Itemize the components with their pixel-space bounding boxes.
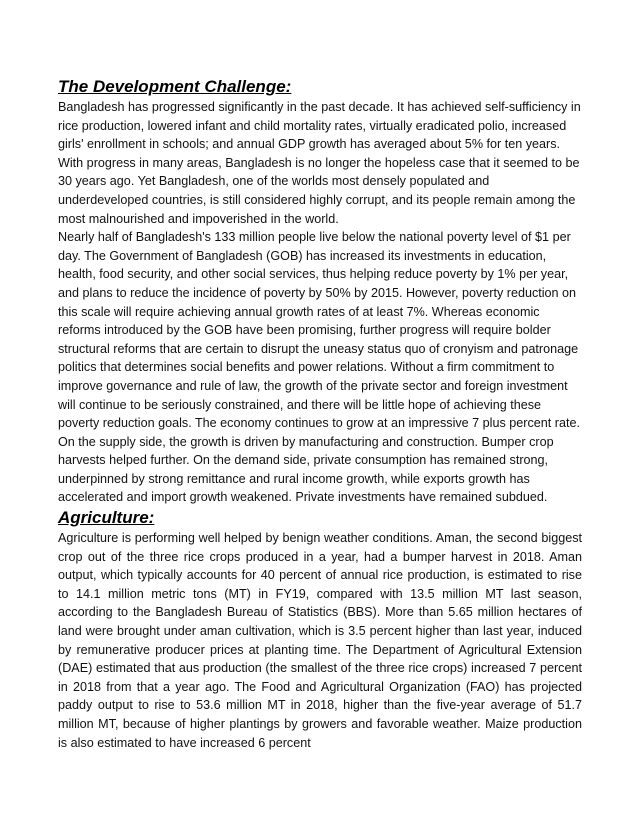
section-heading-development-challenge: The Development Challenge: <box>58 77 292 96</box>
section-agriculture <box>58 507 582 752</box>
document-page <box>58 76 582 752</box>
section-heading-agriculture: Agriculture: <box>58 508 155 528</box>
section-development-challenge <box>58 76 582 507</box>
paragraph-agriculture: Agriculture is performing well helped by benign weather conditions. Aman, the second biggest crop out of the three rice crops produced in a year, had a bumper harvest in 2018. Aman output, which typically accounts for 40 percent of annual rice production, is estimated to rise to 14.1 million metric tons (MT) in FY19, compared with 13.5 million MT last season, according to the Bangladesh Bureau of Statistics (BBS). More than 5.65 million hectares of land were brought under aman cultivation, which is 3.5 percent higher than last year, induced by remunerative producer prices at planting time. The Department of Agricultural Extension (DAE) estimated that aus production (the smallest of the three rice crops) increased 7 percent in 2018 from that a year ago. The Food and Agricultural Organization (FAO) has projected paddy output to rise to 53.6 million MT in 2018, higher than the five-year average of 51.7 million MT, because of higher plantings by growers and favorable weather. Maize production is also estimated to have increased 6 percent <box>58 531 582 750</box>
paragraph-poverty: Nearly half of Bangladesh's 133 million people live below the national poverty level of $1 per day. The Government of Bangladesh (GOB) has increased its investments in education, health, food security, and other social services, thus helping reduce poverty by 1% per year, and plans to reduce the incidence of poverty by 50% by 2015. However, poverty reduction on this scale will require achieving annual growth rates of at least 7%. Whereas economic reforms introduced by the GOB have been promising, further progress will require bolder structural reforms that are certain to disrupt the uneasy status quo of cronyism and patronage politics that determines social benefits and power relations. Without a firm commitment to improve governance and rule of law, the growth of the private sector and foreign investment will continue to be seriously constrained, and there will be little hope of achieving these poverty reduction goals. The economy continues to grow at an impressive 7 plus percent rate. On the supply side, the growth is driven by manufacturing and construction. Bumper crop harvests helped further. On the demand side, private consumption has remained strong, underpinned by strong remittance and rural income growth, while exports growth has accelerated and import growth weakened. Private investments have remained subdued. <box>58 230 580 505</box>
paragraph-progress: Bangladesh has progressed significantly in the past decade. It has achieved self-sufficiency in rice production, lowered infant and child mortality rates, virtually eradicated polio, increased girls' enrollment in schools; and annual GDP growth has averaged about 5% for ten years. With progress in many areas, Bangladesh is no longer the hopeless case that it seemed to be 30 years ago. Yet Bangladesh, one of the worlds most densely populated and underdeveloped countries, is still considered highly corrupt, and its people remain among the most malnourished and impoverished in the world. <box>58 100 581 226</box>
